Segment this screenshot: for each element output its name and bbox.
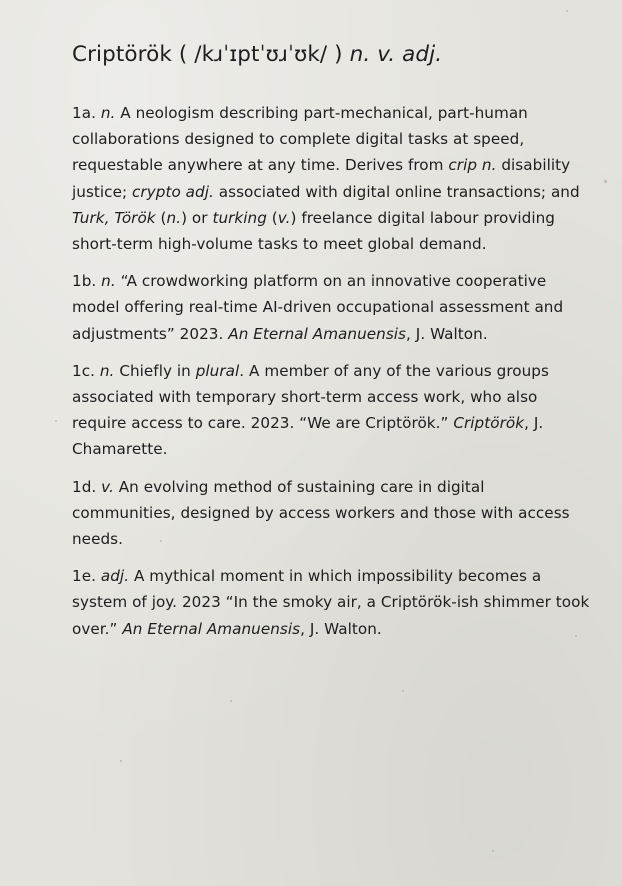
entry-text: 1e. [72, 567, 101, 586]
entry-text: 1a. [72, 104, 101, 122]
entry-text: . A member of any of the various groups associated with temporary short-term access work, who also require access to care. 2023. “We are Criptörök.” [72, 361, 549, 433]
headword: Criptörök [72, 42, 172, 67]
pronunciation: ( /kɹˈɪptˈʊɹˈʊk/ ) [178, 42, 343, 67]
entry-italic-text: n. [99, 361, 115, 380]
entry-italic-text: v. [277, 208, 291, 227]
entry-italic-text: Turk, Török [72, 208, 156, 227]
entry-text: ) freelance digital labour providing short-term high-volume tasks to meet global demand. [72, 208, 556, 254]
entry-text: associated with digital online transactions; and [213, 182, 580, 201]
entry-1e [72, 563, 592, 642]
paper-speck [402, 690, 404, 692]
entry-italic-text: Criptörök [453, 414, 525, 433]
entry-italic-text: adj. [100, 567, 130, 586]
entry-1d [72, 474, 592, 553]
entry-italic-text: v. [101, 477, 114, 496]
entry-text: , J. Walton. [300, 619, 382, 638]
entry-text: ( [266, 208, 278, 227]
entry-text: , J. Chamarette. [72, 414, 544, 459]
entry-text: ) or [181, 208, 213, 227]
paper-speck [160, 540, 162, 542]
entry-text: 1d. [72, 477, 102, 496]
entry-1a [72, 100, 592, 257]
entry-italic-text: n. [100, 104, 116, 122]
entry-italic-text: plural [195, 361, 240, 380]
paper-speck [120, 760, 122, 762]
entry-italic-text: n. [166, 208, 182, 227]
paper-speck [566, 10, 568, 12]
paper-speck [575, 635, 577, 637]
entry-text: disability justice; [72, 156, 571, 201]
entry-italic-text: crypto adj. [132, 182, 214, 201]
parts-of-speech: n. v. adj. [349, 42, 443, 67]
paper-speck [230, 700, 232, 702]
paper-speck [55, 420, 57, 422]
entry-1c [72, 358, 592, 463]
entry-text: A mythical moment in which impossibility becomes a system of joy. 2023 “In the smoky air, a Criptörök-ish shimmer took over.” [72, 567, 590, 638]
entry-italic-text: n. [101, 272, 116, 291]
entry-1b [72, 268, 592, 347]
paper-speck [604, 180, 607, 183]
paper-speck [492, 850, 494, 852]
entry-text: “A crowdworking platform on an innovative cooperative model offering real-time AI-driven occupational assessment and adjustments” 2023. [72, 272, 564, 343]
entry-text: 1c. [72, 361, 100, 380]
entry-text: An evolving method of sustaining care in digital communities, designed by access workers and those with access needs. [72, 477, 570, 549]
entry-italic-text: crip n. [448, 156, 497, 175]
entry-text: A neologism describing part-mechanical, part-human collaborations designed to complete digital tasks at speed, requestable anywhere at any time. Derives from [72, 104, 528, 175]
entry-italic-text: An Eternal Amanuensis [122, 619, 301, 638]
entry-text: , J. Walton. [406, 324, 488, 343]
dictionary-card [72, 40, 592, 653]
entry-italic-text: turking [212, 208, 267, 227]
entry-text: Chiefly in [114, 361, 196, 380]
entry-text: ( [155, 208, 167, 227]
headword-line [72, 40, 592, 70]
entry-italic-text: An Eternal Amanuensis [228, 324, 407, 343]
entry-text: 1b. [72, 272, 102, 291]
